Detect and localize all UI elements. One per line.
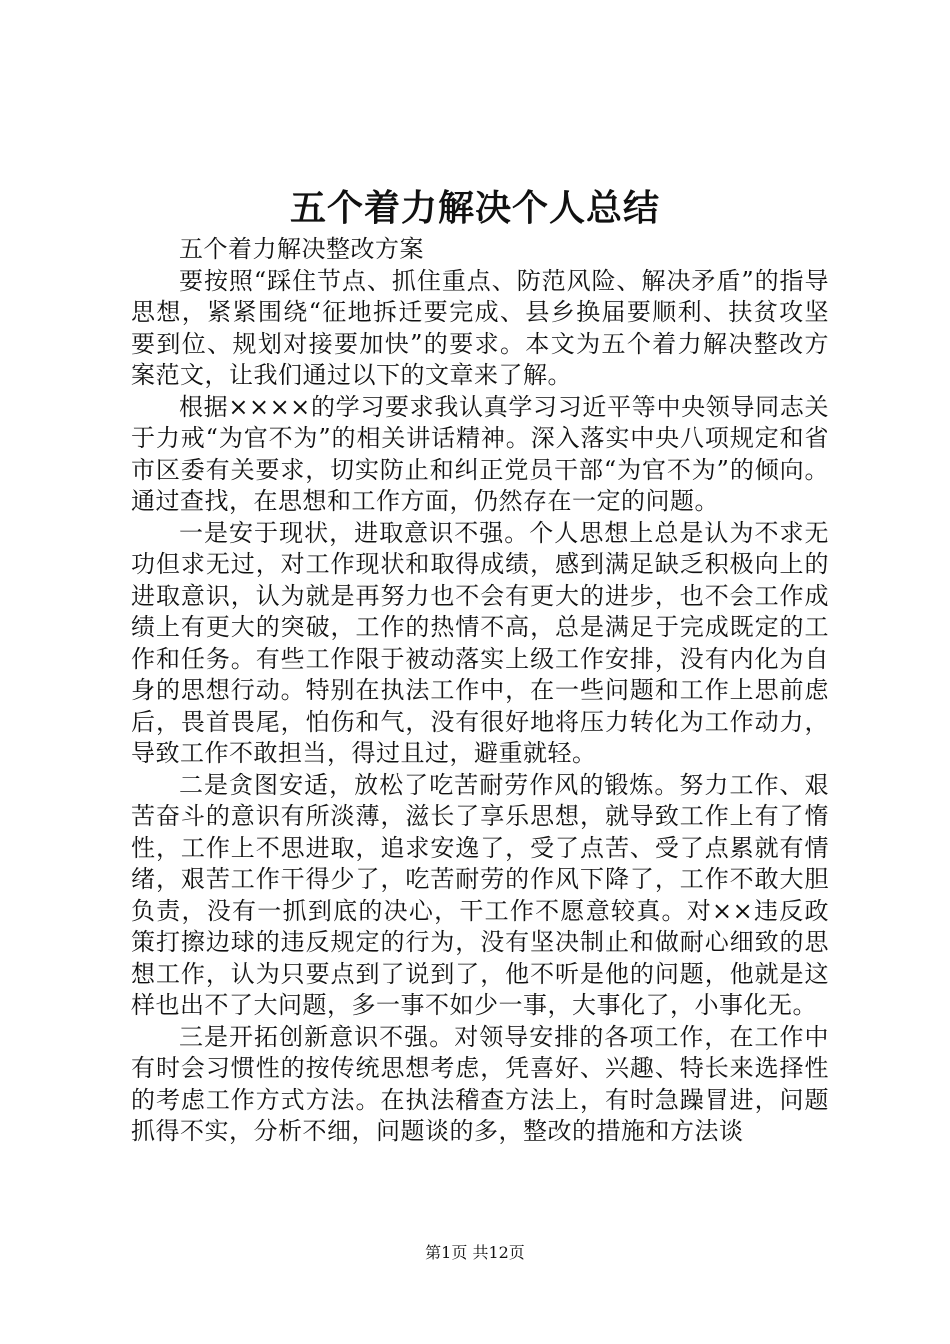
page-footer: 第1页 共12页 bbox=[425, 1243, 525, 1262]
paragraph-intro: 要按照“踩住节点、抓住重点、防范风险、解决矛盾”的指导思想，紧紧围绕“征地拆迁要完成、县乡换届要顺利、扶贫攻坚要到位、规划对接要加快”的要求。本文为五个着力解决整改方案范文，让我们通过以下的文章来了解。 bbox=[131, 266, 829, 389]
paragraph-issue-three: 三是开拓创新意识不强。对领导安排的各项工作，在工作中有时会习惯性的按传统思想考虑，凭喜好、兴趣、特长来选择性的考虑工作方式方法。在执法稽查方法上，有时急躁冒进，问题抓得不实，分析不细，问题谈的多，整改的措施和方法谈 bbox=[131, 1022, 829, 1145]
paragraph-background: 根据××××的学习要求我认真学习习近平等中央领导同志关于力戒“为官不为”的相关讲话精神。深入落实中央八项规定和省市区委有关要求，切实防止和纠正党员干部“为官不为”的倾向。通过查找，在思想和工作方面，仍然存在一定的问题。 bbox=[131, 392, 829, 515]
document-body bbox=[131, 234, 829, 1148]
document-title: 五个着力解决个人总结 bbox=[289, 187, 660, 229]
paragraph-issue-two: 二是贪图安适，放松了吃苦耐劳作风的锻炼。努力工作、艰苦奋斗的意识有所淡薄，滋长了享乐思想，就导致工作上有了惰性，工作上不思进取，追求安逸了，受了点苦、受了点累就有情绪，艰苦工作干得少了，吃苦耐劳的作风下降了，工作不敢大胆负责，没有一抓到底的决心，干工作不愿意较真。对××违反政策打擦边球的违反规定的行为，没有坚决制止和做耐心细致的思想工作，认为只要点到了说到了，他不听是他的问题，他就是这样也出不了大问题，多一事不如少一事，大事化了，小事化无。 bbox=[131, 770, 829, 1019]
paragraph-subtitle: 五个着力解决整改方案 bbox=[179, 235, 424, 263]
paragraph-issue-one: 一是安于现状，进取意识不强。个人思想上总是认为不求无功但求无过，对工作现状和取得成绩，感到满足缺乏积极向上的进取意识，认为就是再努力也不会有更大的进步，也不会工作成绩上有更大的突破，工作的热情不高，总是满足于完成既定的工作和任务。有些工作限于被动落实上级工作安排，没有内化为自身的思想行动。特别在执法工作中，在一些问题和工作上思前虑后，畏首畏尾，怕伤和气，没有很好地将压力转化为工作动力，导致工作不敢担当，得过且过，避重就轻。 bbox=[131, 518, 829, 767]
